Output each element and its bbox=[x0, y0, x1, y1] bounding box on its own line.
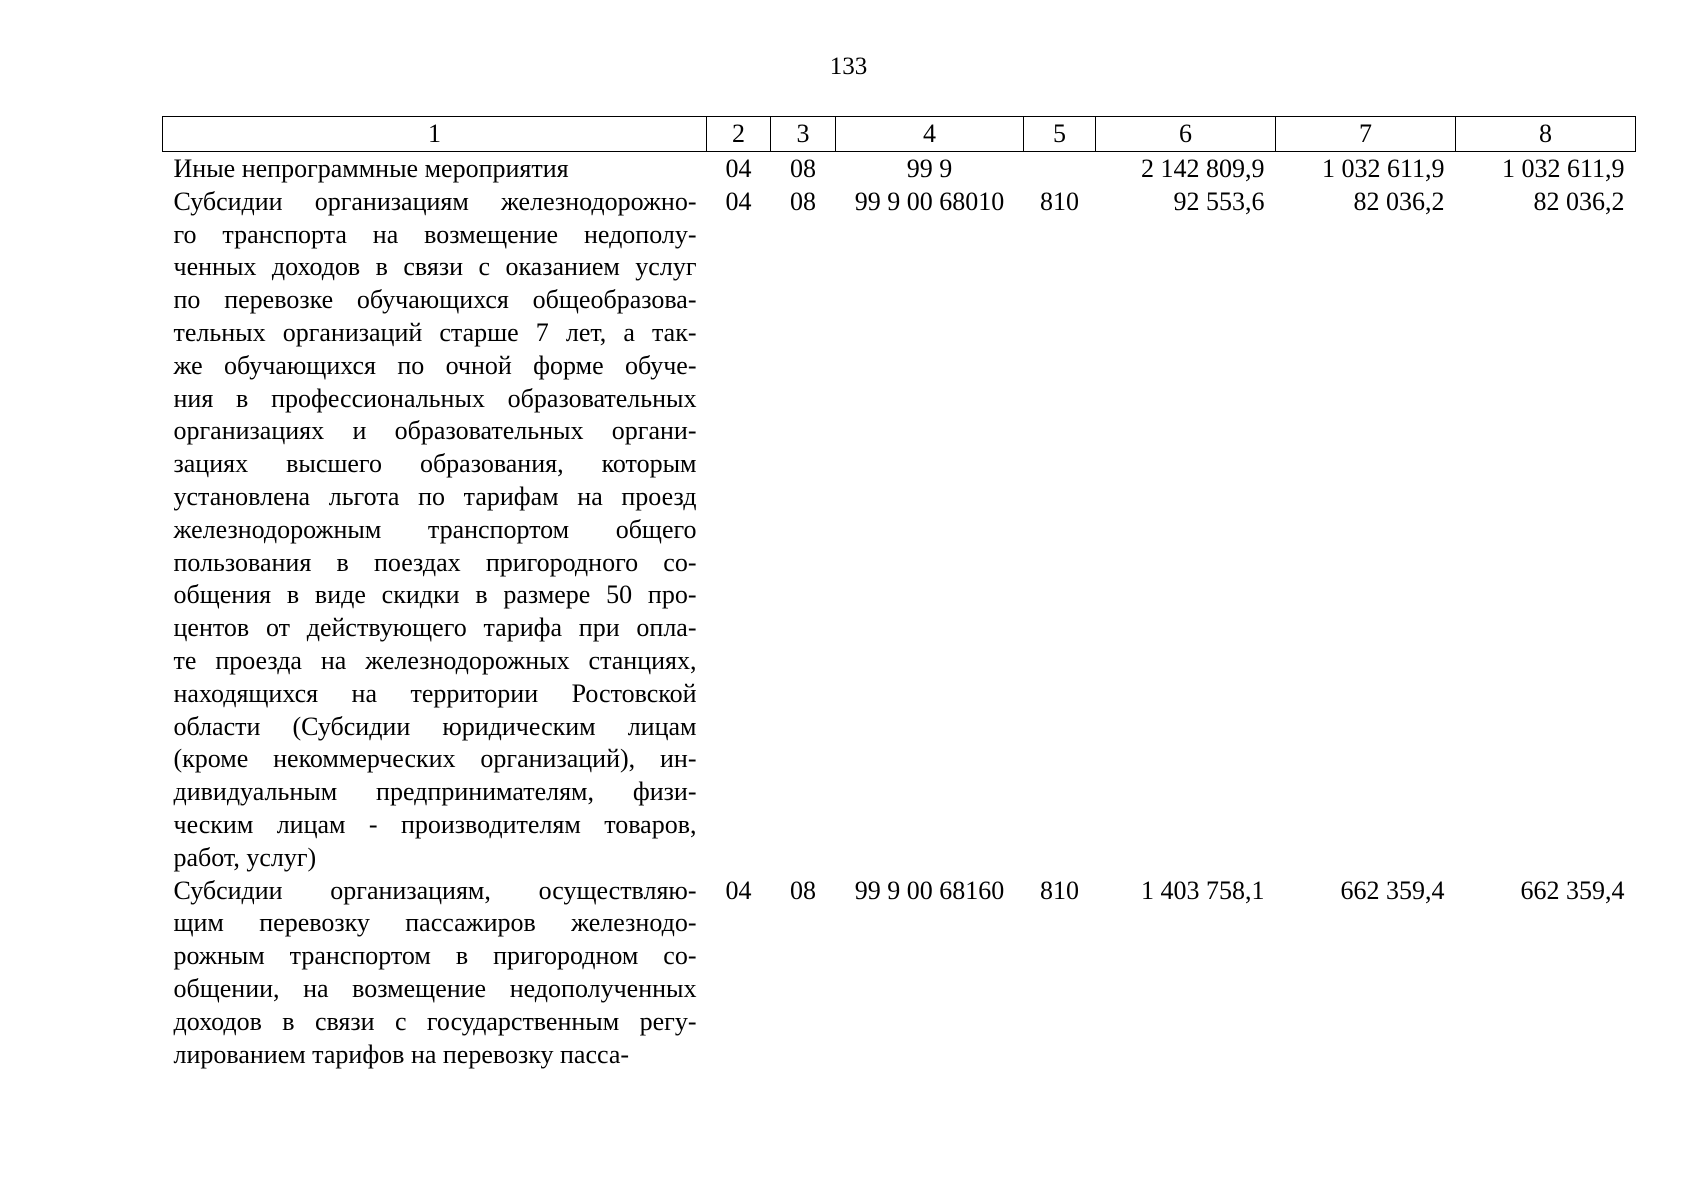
description-line: доходов в связи с государственным регу- bbox=[173, 1006, 697, 1036]
target-article-code: 99 9 00 68160 bbox=[854, 875, 1005, 905]
amount-col-8: 1 032 611,9 bbox=[1501, 154, 1625, 183]
amount-col-7: 662 359,4 bbox=[1340, 875, 1445, 905]
header-col-3: 3 bbox=[771, 117, 836, 152]
description-line: пользования в поездах пригородного со- bbox=[173, 547, 697, 577]
description-line: центов от действующего тарифа при опла- bbox=[173, 613, 697, 643]
subsection-code: 08 bbox=[790, 154, 816, 183]
amount-col-8: 82 036,2 bbox=[1533, 186, 1625, 216]
description-line: зациях высшего образования, которым bbox=[173, 449, 697, 479]
description-line: лированием тарифов на перевозку пасса- bbox=[173, 1039, 630, 1069]
description-line: тельных организаций старше 7 лет, а так- bbox=[173, 317, 697, 347]
row-description bbox=[163, 875, 707, 1072]
description-line: общении, на возмещение недополученных bbox=[173, 973, 697, 1003]
description-line: общения в виде скидки в размере 50 про- bbox=[173, 580, 697, 610]
header-col-8: 8 bbox=[1456, 117, 1636, 152]
amount-col-6: 92 553,6 bbox=[1173, 186, 1265, 216]
table-row bbox=[163, 186, 1636, 875]
description-line: ченных доходов в связи с оказанием услуг bbox=[173, 252, 697, 282]
section-code: 04 bbox=[725, 186, 752, 216]
description-line: по перевозке обучающихся общеобразова- bbox=[173, 285, 697, 315]
description-line: те проезда на железнодорожных станциях, bbox=[173, 645, 697, 675]
target-article-code: 99 9 bbox=[906, 154, 953, 183]
description-line: находящихся на территории Ростовской bbox=[173, 678, 697, 708]
header-row bbox=[163, 117, 1636, 152]
expense-type-code: 810 bbox=[1040, 875, 1079, 905]
header-col-6: 6 bbox=[1096, 117, 1276, 152]
subsection-code: 08 bbox=[790, 875, 816, 905]
description-line: установлена льгота по тарифам на проезд bbox=[173, 481, 697, 511]
header-col-7: 7 bbox=[1276, 117, 1456, 152]
description-line: ния в профессиональных образовательных bbox=[173, 383, 697, 413]
description-line: организациях и образовательных органи- bbox=[173, 416, 697, 446]
header-col-2: 2 bbox=[707, 117, 771, 152]
page-number: 133 bbox=[829, 53, 868, 80]
row-description bbox=[163, 152, 707, 186]
description-line: ческим лицам - производителям товаров, bbox=[173, 809, 697, 839]
description-line: Иные непрограммные мероприятия bbox=[173, 154, 569, 183]
header-col-5: 5 bbox=[1024, 117, 1096, 152]
budget-table bbox=[162, 116, 1636, 1071]
description-line: железнодорожным транспортом общего bbox=[173, 514, 697, 544]
header-col-1: 1 bbox=[163, 117, 707, 152]
subsection-code: 08 bbox=[790, 186, 816, 216]
amount-col-8: 662 359,4 bbox=[1520, 875, 1625, 905]
description-line: щим перевозку пассажиров железнодо- bbox=[173, 908, 697, 938]
amount-col-7: 1 032 611,9 bbox=[1321, 154, 1445, 183]
table-body bbox=[163, 152, 1636, 1072]
description-line: рожным транспортом в пригородном со- bbox=[173, 941, 697, 971]
header-col-4: 4 bbox=[836, 117, 1024, 152]
section-code: 04 bbox=[725, 875, 752, 905]
table-row bbox=[163, 875, 1636, 1072]
description-line: же обучающихся по очной форме обуче- bbox=[173, 350, 697, 380]
description-line: области (Субсидии юридическим лицам bbox=[173, 711, 697, 741]
description-line: Субсидии организациям, осуществляю- bbox=[173, 875, 697, 905]
expense-type-code bbox=[1024, 152, 1096, 186]
amount-col-7: 82 036,2 bbox=[1353, 186, 1445, 216]
table-header bbox=[163, 117, 1636, 152]
target-article-code: 99 9 00 68010 bbox=[854, 186, 1005, 216]
description-line: работ, услуг) bbox=[173, 842, 317, 872]
description-line: го транспорта на возмещение недополу- bbox=[173, 219, 697, 249]
section-code: 04 bbox=[725, 154, 752, 183]
expense-type-code: 810 bbox=[1040, 186, 1079, 216]
amount-col-6: 1 403 758,1 bbox=[1141, 875, 1265, 905]
description-line: Субсидии организациям железнодорожно- bbox=[173, 186, 697, 216]
description-line: (кроме некоммерческих организаций), ин- bbox=[173, 744, 697, 774]
description-line: дивидуальным предпринимателям, физи- bbox=[173, 777, 697, 807]
row-description bbox=[163, 186, 707, 875]
table-row bbox=[163, 152, 1636, 186]
amount-col-6: 2 142 809,9 bbox=[1141, 154, 1265, 183]
